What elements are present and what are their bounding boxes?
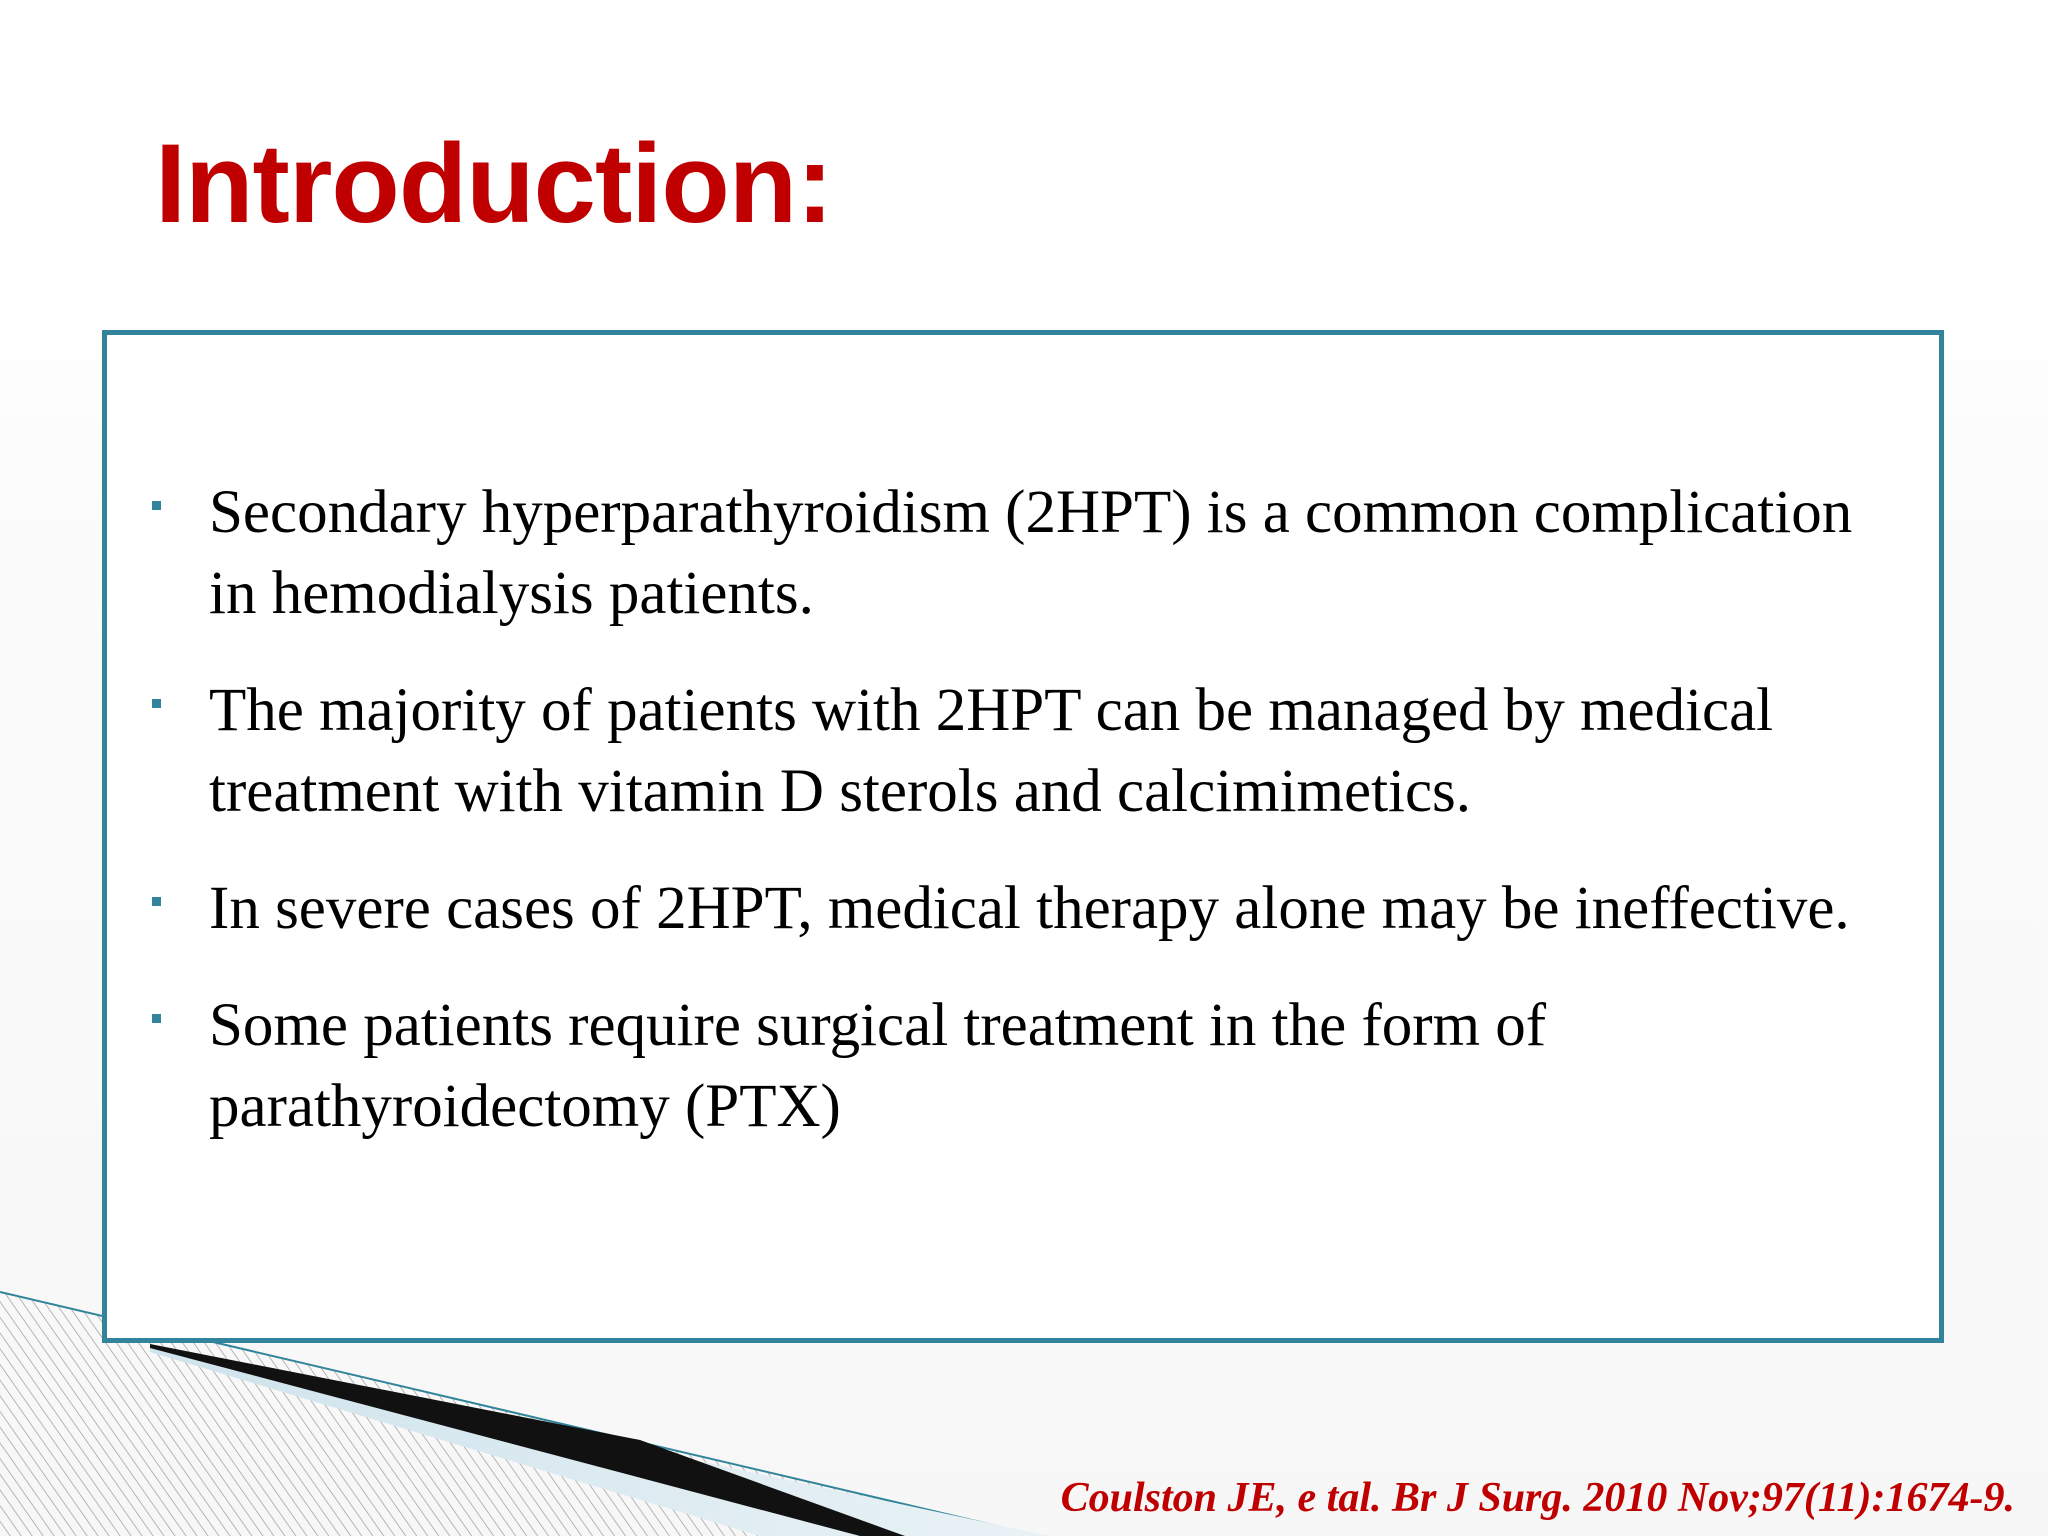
bullet-square-icon [152, 897, 161, 906]
citation: Coulston JE, e tal. Br J Surg. 2010 Nov;97(11):1674-9. [1060, 1475, 2015, 1521]
slide-title: Introduction: [155, 121, 833, 246]
content-box [102, 330, 1944, 1343]
bullet-text: Some patients require surgical treatment in the form of parathyroidectomy (PTX) [209, 992, 1547, 1140]
bullet-item [107, 868, 1939, 949]
bullet-item [107, 472, 1939, 634]
bullet-text: Secondary hyperparathyroidism (2HPT) is a common complication in hemodialysis patients. [209, 479, 1853, 627]
bullet-item [107, 985, 1939, 1147]
bullet-square-icon [152, 699, 161, 708]
bullet-square-icon [152, 501, 161, 510]
bullet-list [107, 472, 1939, 1183]
bullet-item [107, 670, 1939, 832]
bullet-text: The majority of patients with 2HPT can be managed by medical treatment with vitamin D sterols and calcimimetics. [209, 677, 1774, 825]
bullet-square-icon [152, 1014, 161, 1023]
bullet-text: In severe cases of 2HPT, medical therapy alone may be ineffective. [209, 875, 1850, 942]
